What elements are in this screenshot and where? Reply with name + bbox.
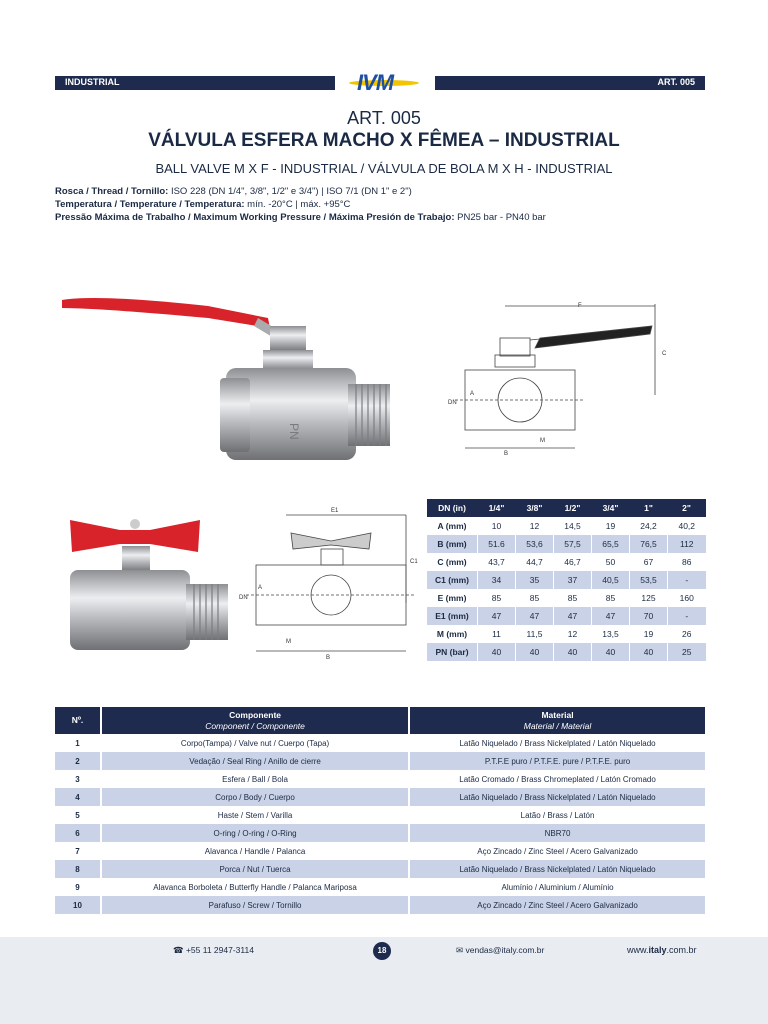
dimension-cell: -: [668, 571, 706, 589]
materials-cell-mat: Aço Zincado / Zinc Steel / Acero Galvanizado: [409, 842, 705, 860]
dimension-cell: 26: [668, 625, 706, 643]
svg-text:PN: PN: [287, 423, 301, 440]
dimension-cell: 47: [478, 607, 516, 625]
dimension-row: [427, 571, 706, 589]
dimension-row-label: PN (bar): [427, 643, 478, 661]
dim-label-a: A: [470, 391, 475, 397]
product-subtitle: BALL VALVE M X F - INDUSTRIAL / VÁLVULA DE BOLA M X H - INDUSTRIAL: [155, 161, 613, 176]
dimension-cell: 25: [668, 643, 706, 661]
specifications: [55, 185, 546, 224]
materials-cell-n: 5: [75, 810, 80, 820]
dimension-header: 1/4": [478, 499, 516, 517]
dimension-row-label: E (mm): [427, 589, 478, 607]
dimension-row-label: C (mm): [427, 553, 478, 571]
dimension-header: 1/2": [554, 499, 592, 517]
dimension-cell: 35: [516, 571, 554, 589]
materials-row: [55, 824, 705, 842]
dimension-cell: 65,5: [592, 535, 630, 553]
dimension-cell: 11,5: [516, 625, 554, 643]
lever-valve-photo: [58, 288, 398, 468]
materials-cell-mat: Latão Niquelado / Brass Nickelplated / Latón Niquelado: [409, 734, 705, 752]
dimension-cell: 14,5: [554, 517, 592, 535]
dimension-header: 1": [630, 499, 668, 517]
dimension-row-label: B (mm): [427, 535, 478, 553]
footer-website[interactable]: www.italy.com.br: [627, 945, 697, 955]
materials-row: [55, 788, 705, 806]
dim-label-f: F: [578, 303, 582, 309]
dimension-row: [427, 625, 706, 643]
dimension-cell: 57,5: [554, 535, 592, 553]
materials-cell-mat: Latão Cromado / Brass Chromeplated / Latón Cromado: [409, 770, 705, 788]
page-header: [55, 70, 705, 95]
dimension-cell: 43,7: [478, 553, 516, 571]
dimension-header: 3/8": [516, 499, 554, 517]
materials-cell-comp: Parafuso / Screw / Tornillo: [101, 896, 409, 914]
materials-table: [55, 707, 705, 914]
materials-row: [55, 860, 705, 878]
materials-header-component: Componente Component / Componente: [101, 707, 409, 734]
materials-header-material: Material Material / Material: [409, 707, 705, 734]
dimension-row-label: C1 (mm): [427, 571, 478, 589]
dimension-cell: 11: [478, 625, 516, 643]
dimension-cell: 85: [592, 589, 630, 607]
materials-row: [55, 878, 705, 896]
mail-icon: ✉: [456, 945, 466, 955]
footer-email[interactable]: ✉ vendas@italy.com.br: [456, 945, 545, 955]
dimension-cell: 12: [554, 625, 592, 643]
article-number: ART. 005: [347, 108, 421, 128]
phone-icon: ☎: [173, 945, 186, 955]
dimension-table: [426, 499, 706, 661]
dim-label-e1: E1: [331, 508, 339, 514]
materials-cell-n: 6: [55, 824, 101, 842]
dimension-cell: 40: [592, 643, 630, 661]
dimension-row: [427, 643, 706, 661]
dimension-cell: 70: [630, 607, 668, 625]
materials-cell-n: 3: [75, 774, 80, 784]
spec-pressure: Pressão Máxima de Trabalho / Maximum Working Pressure / Máxima Presión de Trabajo: PN25 bar - PN40 bar: [55, 212, 546, 223]
dimension-cell: 40: [554, 643, 592, 661]
header-category: INDUSTRIAL: [65, 77, 120, 87]
dimension-cell: 40: [478, 643, 516, 661]
dimension-row-label: A (mm): [427, 517, 478, 535]
dimension-row: [427, 589, 706, 607]
dimension-cell: 50: [592, 553, 630, 571]
materials-cell-n: 1: [75, 738, 80, 748]
dimension-header-row: [427, 499, 706, 517]
dimension-cell: 40,5: [592, 571, 630, 589]
dimension-header: DN (in): [427, 499, 478, 517]
dim-label-b-2: B: [326, 655, 331, 661]
materials-cell-n: 10: [55, 896, 101, 914]
dim-label-c: C: [662, 351, 667, 357]
dim-label-dn: DN: [448, 400, 457, 406]
dimension-row-label: M (mm): [427, 625, 478, 643]
dimension-cell: 19: [630, 625, 668, 643]
materials-cell-comp: O-ring / O-ring / O-Ring: [101, 824, 409, 842]
materials-cell-mat: NBR70: [409, 824, 705, 842]
dimension-cell: 47: [592, 607, 630, 625]
dimension-cell: 53,6: [516, 535, 554, 553]
materials-cell-mat: Aço Zincado / Zinc Steel / Acero Galvanizado: [409, 896, 705, 914]
materials-cell-comp: Porca / Nut / Tuerca: [101, 860, 409, 878]
dimension-cell: 37: [554, 571, 592, 589]
dimension-cell: 67: [630, 553, 668, 571]
materials-row: [55, 734, 705, 752]
materials-cell-comp: Corpo / Body / Cuerpo: [101, 788, 409, 806]
dimension-cell: 47: [516, 607, 554, 625]
dimension-cell: 19: [592, 517, 630, 535]
materials-cell-comp: Esfera / Ball / Bola: [101, 770, 409, 788]
materials-cell-comp: Alavanca Borboleta / Butterfly Handle / Palanca Mariposa: [101, 878, 409, 896]
dimension-cell: 53,5: [630, 571, 668, 589]
dimension-cell: 40: [516, 643, 554, 661]
materials-row: [55, 752, 705, 770]
dim-label-m-2: M: [286, 639, 291, 645]
materials-cell-n: 4: [55, 788, 101, 806]
spec-temperature: Temperatura / Temperature / Temperatura: mín. -20°C | máx. +95°C: [55, 199, 351, 210]
dim-label-c1: C1: [410, 559, 418, 565]
dimension-cell: 85: [478, 589, 516, 607]
dimension-row: [427, 553, 706, 571]
brand-logo: [335, 72, 435, 96]
materials-header-no: Nº.: [55, 707, 101, 734]
materials-cell-comp: Vedação / Seal Ring / Anillo de cierre: [101, 752, 409, 770]
materials-cell-n: 2: [55, 752, 101, 770]
logo-text: IVM: [357, 70, 394, 95]
materials-row: [55, 806, 705, 824]
materials-cell-comp: Corpo(Tampa) / Valve nut / Cuerpo (Tapa): [101, 734, 409, 752]
dimension-cell: 112: [668, 535, 706, 553]
dimension-cell: 51.6: [478, 535, 516, 553]
dimension-cell: 76,5: [630, 535, 668, 553]
page-number: 18: [373, 942, 391, 960]
dimension-cell: 24,2: [630, 517, 668, 535]
spec-thread: Rosca / Thread / Tornillo: ISO 228 (DN 1/4", 3/8", 1/2" e 3/4") | ISO 7/1 (DN 1" e 2"): [55, 186, 412, 197]
materials-cell-mat: P.T.F.E puro / P.T.F.E. pure / P.T.F.E. puro: [409, 752, 705, 770]
dimension-cell: 13,5: [592, 625, 630, 643]
dimension-row: [427, 607, 706, 625]
materials-header-row: [55, 707, 705, 734]
dimension-header: 2": [668, 499, 706, 517]
dimension-header: 3/4": [592, 499, 630, 517]
lever-valve-drawing: [440, 300, 680, 460]
dimension-row: [427, 517, 706, 535]
dimension-cell: 47: [554, 607, 592, 625]
materials-cell-n: 8: [55, 860, 101, 878]
materials-cell-comp: Alavanca / Handle / Palanca: [101, 842, 409, 860]
dimension-cell: -: [668, 607, 706, 625]
materials-cell-mat: Latão Niquelado / Brass Nickelplated / Latón Niquelado: [409, 788, 705, 806]
materials-row: [55, 842, 705, 860]
materials-row: [55, 896, 705, 914]
dimension-cell: 44,7: [516, 553, 554, 571]
materials-cell-n: 7: [75, 846, 80, 856]
dimension-cell: 85: [516, 589, 554, 607]
dimension-cell: 160: [668, 589, 706, 607]
materials-cell-mat: Alumínio / Aluminium / Alumínio: [409, 878, 705, 896]
materials-row: [55, 770, 705, 788]
dimension-cell: 40,2: [668, 517, 706, 535]
butterfly-valve-photo: [60, 510, 240, 660]
dim-label-b: B: [504, 451, 509, 457]
dimension-row-label: E1 (mm): [427, 607, 478, 625]
butterfly-valve-drawing: [236, 503, 416, 663]
dimension-cell: 125: [630, 589, 668, 607]
materials-cell-mat: Latão / Brass / Latón: [409, 806, 705, 824]
dim-label-m: M: [540, 438, 545, 444]
footer-phone: ☎ +55 11 2947-3114: [173, 945, 254, 955]
product-title: VÁLVULA ESFERA MACHO X FÊMEA – INDUSTRIAL: [148, 130, 620, 151]
dim-label-a-2: A: [258, 585, 263, 591]
materials-cell-comp: Haste / Stem / Varilla: [101, 806, 409, 824]
header-article: ART. 005: [657, 77, 695, 87]
dimension-cell: 10: [478, 517, 516, 535]
dimension-cell: 86: [668, 553, 706, 571]
dimension-cell: 12: [516, 517, 554, 535]
dimension-cell: 46,7: [554, 553, 592, 571]
materials-cell-mat: Latão Niquelado / Brass Nickelplated / Latón Niquelado: [409, 860, 705, 878]
dim-label-dn-2: DN: [239, 595, 248, 601]
materials-cell-n: 9: [75, 882, 80, 892]
dimension-cell: 34: [478, 571, 516, 589]
dimension-cell: 40: [630, 643, 668, 661]
dimension-cell: 85: [554, 589, 592, 607]
dimension-row: [427, 535, 706, 553]
